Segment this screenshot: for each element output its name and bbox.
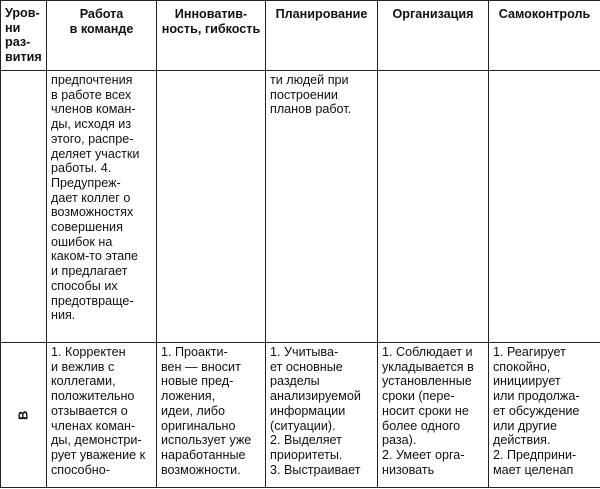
planning-cell: 1. Учитыва- ет основные разделы анализируемой информации (ситуации). 2. Выделяет приоритеты. 3. Выстраивает <box>266 343 378 488</box>
selfcontrol-cell <box>489 71 600 343</box>
level-label: В <box>15 410 31 420</box>
header-teamwork: Работа в команде <box>47 1 157 71</box>
level-cell <box>1 343 47 488</box>
table-row <box>1 343 600 488</box>
organization-cell: 1. Соблюдает и укладывается в установленные сроки (пере- носит сроки не более одного раза). 2. Умеет орга- низовать <box>378 343 489 488</box>
innovation-cell: 1. Проакти- вен — вносит новые пред- ложения, идеи, либо оригинально использует уже наработанные возможности. <box>157 343 266 488</box>
header-innovation: Инноватив- ность, гибкость <box>157 1 266 71</box>
teamwork-cell: предпочтения в работе всех членов коман- ды, исходя из этого, распре- деляет участки работы. 4. Предупреж- дает коллег о возможностях совершения ошибок на каком-то этапе и предлагает способы их предотвраще- ния. <box>47 71 157 343</box>
header-planning: Планирование <box>266 1 378 71</box>
teamwork-cell: 1. Корректен и вежлив с коллегами, положительно отзывается о членах коман- ды, демонстри- рует уважение к способно- <box>47 343 157 488</box>
level-cell <box>1 71 47 343</box>
header-levels: Уров- ни раз- вития <box>1 1 47 71</box>
organization-cell <box>378 71 489 343</box>
header-selfcontrol: Самоконтроль <box>489 1 600 71</box>
header-row <box>1 1 600 71</box>
table-row <box>1 71 600 343</box>
header-organization: Организация <box>378 1 489 71</box>
innovation-cell <box>157 71 266 343</box>
planning-cell: ти людей при построении планов работ. <box>266 71 378 343</box>
selfcontrol-cell: 1. Реагирует спокойно, инициирует или продолжа- ет обсуждение или другие действия. 2. Предприни- мает целенап <box>489 343 600 488</box>
